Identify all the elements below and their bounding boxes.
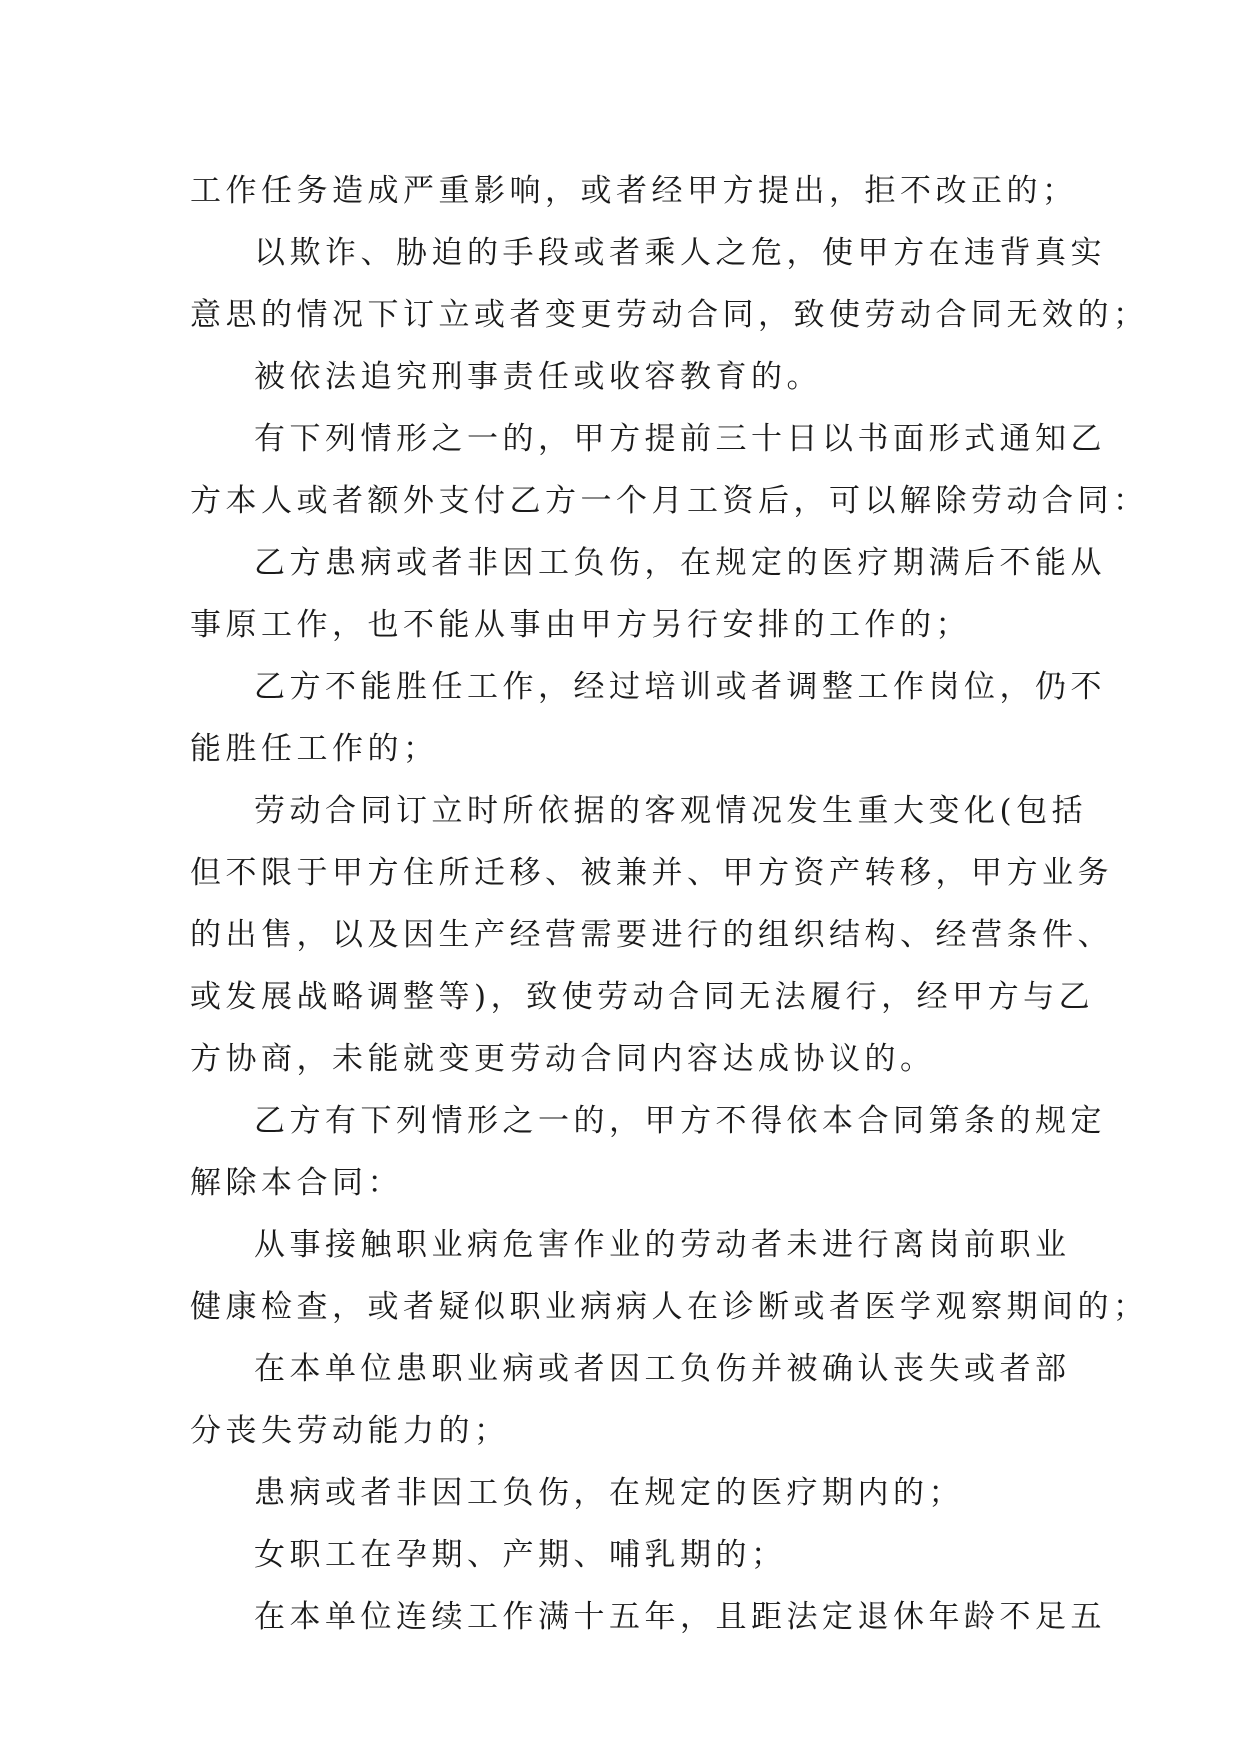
paragraph-line: 在本单位连续工作满十五年，且距法定退休年龄不足五	[254, 1599, 1106, 1635]
paragraph-line: 解除本合同：	[190, 1165, 403, 1201]
paragraph-line: 从事接触职业病危害作业的劳动者未进行离岗前职业	[254, 1227, 1071, 1263]
paragraph-line: 劳动合同订立时所依据的客观情况发生重大变化(包括	[254, 793, 1088, 829]
document-body	[190, 160, 1149, 1648]
paragraph-line: 患病或者非因工负伤，在规定的医疗期内的；	[254, 1475, 964, 1511]
paragraph-line: 事原工作，也不能从事由甲方另行安排的工作的；	[190, 607, 971, 643]
paragraph-line: 但不限于甲方住所迁移、被兼并、甲方资产转移，甲方业务	[190, 855, 1113, 891]
paragraph-line: 健康检查，或者疑似职业病病人在诊断或者医学观察期间的；	[190, 1289, 1149, 1325]
paragraph-line: 女职工在孕期、产期、哺乳期的；	[254, 1537, 787, 1573]
paragraph-line: 在本单位患职业病或者因工负伤并被确认丧失或者部	[254, 1351, 1071, 1387]
paragraph-line: 或发展战略调整等)，致使劳动合同无法履行，经甲方与乙	[190, 979, 1095, 1015]
paragraph-line: 分丧失劳动能力的；	[190, 1413, 510, 1449]
paragraph-line: 有下列情形之一的，甲方提前三十日以书面形式通知乙	[254, 421, 1106, 457]
paragraph-line: 的出售，以及因生产经营需要进行的组织结构、经营条件、	[190, 917, 1113, 953]
paragraph-line: 以欺诈、胁迫的手段或者乘人之危，使甲方在违背真实	[254, 235, 1106, 271]
paragraph-line: 方本人或者额外支付乙方一个月工资后，可以解除劳动合同：	[190, 483, 1149, 519]
paragraph-line: 工作任务造成严重影响，或者经甲方提出，拒不改正的；	[190, 173, 1078, 209]
paragraph-line: 意思的情况下订立或者变更劳动合同，致使劳动合同无效的；	[190, 297, 1149, 333]
paragraph-line: 乙方不能胜任工作，经过培训或者调整工作岗位，仍不	[254, 669, 1106, 705]
paragraph-line: 能胜任工作的；	[190, 731, 439, 767]
paragraph-line: 方协商，未能就变更劳动合同内容达成协议的。	[190, 1041, 936, 1077]
paragraph-line: 乙方患病或者非因工负伤，在规定的医疗期满后不能从	[254, 545, 1106, 581]
paragraph-line: 被依法追究刑事责任或收容教育的。	[254, 359, 822, 395]
paragraph-line: 乙方有下列情形之一的，甲方不得依本合同第条的规定	[254, 1103, 1106, 1139]
